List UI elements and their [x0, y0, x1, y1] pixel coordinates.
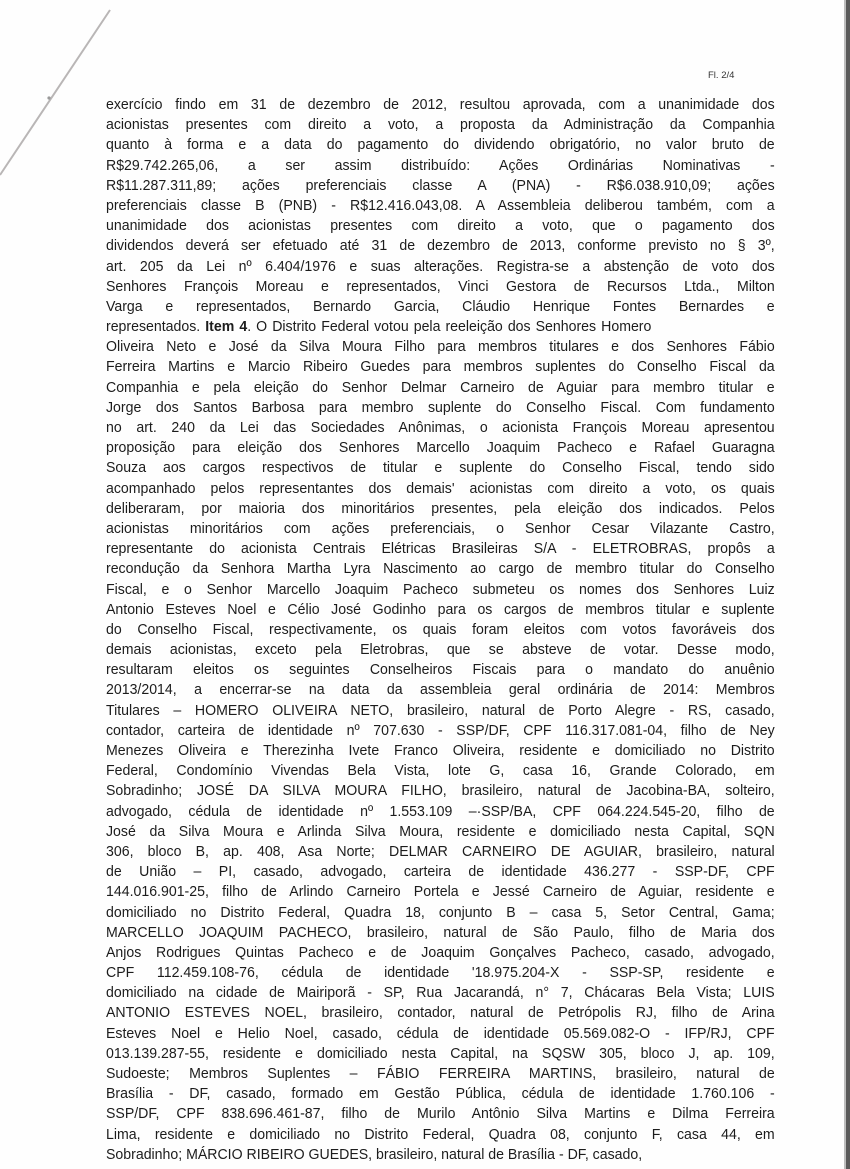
text-line	[106, 317, 775, 337]
scan-edge	[846, 0, 850, 1169]
text-line: R$11.287.311,89; ações preferenciais classe A (PNA) - R$6.038.910,09; ações	[106, 176, 775, 194]
text-line: contador, carteira de identidade nº 707.630 - SSP/DF, CPF 116.317.081-04, filho de Ney	[106, 721, 775, 739]
text-line: quanto à forma e a data do pagamento do dividendo obrigatório, no valor bruto de	[106, 136, 775, 154]
document-body	[106, 95, 775, 1165]
text-line: Ferreira Martins e Marcio Ribeiro Guedes para membros suplentes do Conselho Fiscal da	[106, 358, 775, 376]
text-line: R$29.742.265,06, a ser assim distribuído: Ações Ordinárias Nominativas -	[106, 156, 775, 174]
text-line: Esteves Noel e Helio Noel, casado, cédula de identidade 05.569.082-O - IFP/RJ, CPF	[106, 1024, 775, 1042]
text-line: Sudoeste; Membros Suplentes – FÁBIO FERREIRA MARTINS, brasileiro, natural de	[106, 1065, 775, 1082]
text-line: Federal, Condomínio Vivendas Bela Vista, lote G, casa 16, Grande Colorado, em	[106, 762, 775, 780]
text-line: ANTONIO ESTEVES NOEL, brasileiro, contador, natural de Petrópolis RJ, filho de Arina	[106, 1004, 775, 1022]
text-line: Antonio Esteves Noel e Célio José Godinho para os cargos de membros titular e suplente	[106, 600, 775, 618]
text-line: Titulares – HOMERO OLIVEIRA NETO, brasileiro, natural de Porto Alegre - RS, casado,	[106, 701, 775, 719]
text-line: deliberaram, por maioria dos minoritários presentes, pela eleição dos indicados. Pelos	[106, 499, 775, 517]
text-line: 2013/2014, a encerrar-se na data da assembleia geral ordinária de 2014: Membros	[106, 681, 775, 699]
text-line: recondução da Senhora Martha Lyra Nascimento ao cargo de membro titular do Conselho	[106, 560, 775, 578]
text-line: Anjos Rodrigues Quintas Pacheco e de Joaquim Gonçalves Pacheco, casado, advogado,	[106, 943, 775, 961]
text-line: Senhores François Moreau e representados, Vinci Gestora de Recursos Ltda., Milton	[106, 277, 775, 295]
text-line: acompanhado pelos representantes dos demais' acionistas com direito a voto, os quais	[106, 479, 775, 497]
text-segment: representados.	[106, 318, 206, 336]
text-line: SSP/DF, CPF 838.696.461-87, filho de Murilo Antônio Silva Martins e Dilma Ferreira	[106, 1105, 775, 1123]
text-line: exercício findo em 31 de dezembro de 2012, resultou aprovada, com a unanimidade dos	[106, 96, 775, 113]
text-line: preferenciais classe B (PNB) - R$12.416.043,08. A Assembleia deliberou também, com a	[106, 196, 775, 214]
text-line: Jorge dos Santos Barbosa para membro suplente do Conselho Fiscal. Com fundamento	[106, 398, 775, 416]
text-line: Companhia e pela eleição do Senhor Delmar Carneiro de Aguiar para membro titular e	[106, 378, 775, 396]
text-line: advogado, cédula de identidade nº 1.553.109 –·SSP/BA, CPF 064.224.545-20, filho de	[106, 802, 775, 820]
text-line: Fiscal, e o Senhor Marcello Joaquim Pacheco submeteu os nomes dos Senhores Luiz	[106, 580, 775, 598]
text-line: do Conselho Fiscal, respectivamente, os quais foram eleitos com votos favoráveis dos	[106, 620, 775, 638]
text-line: acionistas minoritários com ações preferenciais, o Senhor Cesar Vilazante Castro,	[106, 519, 775, 537]
text-line: de União – PI, casado, advogado, carteira de identidade 436.277 - SSP-DF, CPF	[106, 863, 775, 881]
text-line: Sobradinho; JOSÉ DA SILVA MOURA FILHO, brasileiro, natural de Jacobina-BA, solteiro,	[106, 782, 775, 800]
text-line: Lima, residente e domiciliado no Distrito Federal, Quadra 08, conjunto F, casa 44, em	[106, 1125, 775, 1143]
text-line: Souza aos cargos respectivos de titular e suplente do Conselho Fiscal, tendo sido	[106, 459, 775, 477]
text-line: domiciliado no Distrito Federal, Quadra 18, conjunto B – casa 5, Setor Central, Gama;	[106, 903, 775, 921]
page-folio: Fl. 2/4	[708, 70, 735, 81]
text-line: Sobradinho; MÁRCIO RIBEIRO GUEDES, brasileiro, natural de Brasília - DF, casado,	[106, 1145, 643, 1163]
text-line: 144.016.901-25, filho de Arlindo Carneiro Portela e Jessé Carneiro de Aguiar, residente e	[106, 883, 775, 901]
text-line: Varga e representados, Bernardo Garcia, Cláudio Henrique Fontes Bernardes e	[106, 297, 775, 315]
text-line: Oliveira Neto e José da Silva Moura Filho para membros titulares e dos Senhores Fábio	[106, 338, 775, 356]
item-4-label: Item 4	[205, 318, 248, 336]
text-line: resultaram eleitos os seguintes Conselheiros Fiscais para o mandato do anuênio	[106, 661, 775, 679]
text-line: CPF 112.459.108-76, cédula de identidade '18.975.204-X - SSP-SP, residente e	[106, 964, 775, 982]
text-line: José da Silva Moura e Arlinda Silva Moura, residente e domiciliado nesta Capital, SQN	[106, 822, 775, 840]
text-line: Brasília - DF, casado, formado em Gestão Pública, cédula de identidade 1.760.106 -	[106, 1085, 775, 1103]
text-line: 306, bloco B, ap. 408, Asa Norte; DELMAR CARNEIRO DE AGUIAR, brasileiro, natural	[106, 842, 775, 860]
text-line: unanimidade dos acionistas presentes com direito a voto, que o pagamento dos	[106, 217, 775, 235]
text-line: no art. 240 da Lei das Sociedades Anônimas, o acionista François Moreau apresentou	[106, 419, 775, 436]
text-line: domiciliado na cidade de Mairiporã - SP, Rua Jacarandá, n° 7, Chácaras Bela Vista; LUIS	[106, 984, 775, 1002]
text-line: representante do acionista Centrais Elétricas Brasileiras S/A - ELETROBRAS, propôs a	[106, 540, 775, 558]
text-line: art. 205 da Lei nº 6.404/1976 e suas alterações. Registra-se a abstenção de voto dos	[106, 257, 775, 275]
text-segment: . O Distrito Federal votou pela reeleição dos Senhores Homero	[247, 318, 652, 336]
text-line: demais acionistas, exceto pela Eletrobras, que se absteve de votar. Desse modo,	[106, 641, 775, 659]
text-line: MARCELLO JOAQUIM PACHECO, brasileiro, natural de São Paulo, filho de Maria dos	[106, 923, 775, 941]
text-line: dividendos deverá ser efetuado até 31 de dezembro de 2013, conforme previsto no § 3º,	[106, 237, 775, 255]
text-line: Menezes Oliveira e Therezinha Ivete Franco Oliveira, residente e domiciliado no Distrito	[106, 742, 775, 759]
text-line: proposição para eleição dos Senhores Marcello Joaquim Pacheco e Rafael Guaragna	[106, 439, 775, 457]
text-line: 013.139.287-55, residente e domiciliado nesta Capital, na SQSW 305, bloco J, ap. 109,	[106, 1044, 775, 1062]
text-line: acionistas presentes com direito a voto, a proposta da Administração da Companhia	[106, 116, 775, 134]
